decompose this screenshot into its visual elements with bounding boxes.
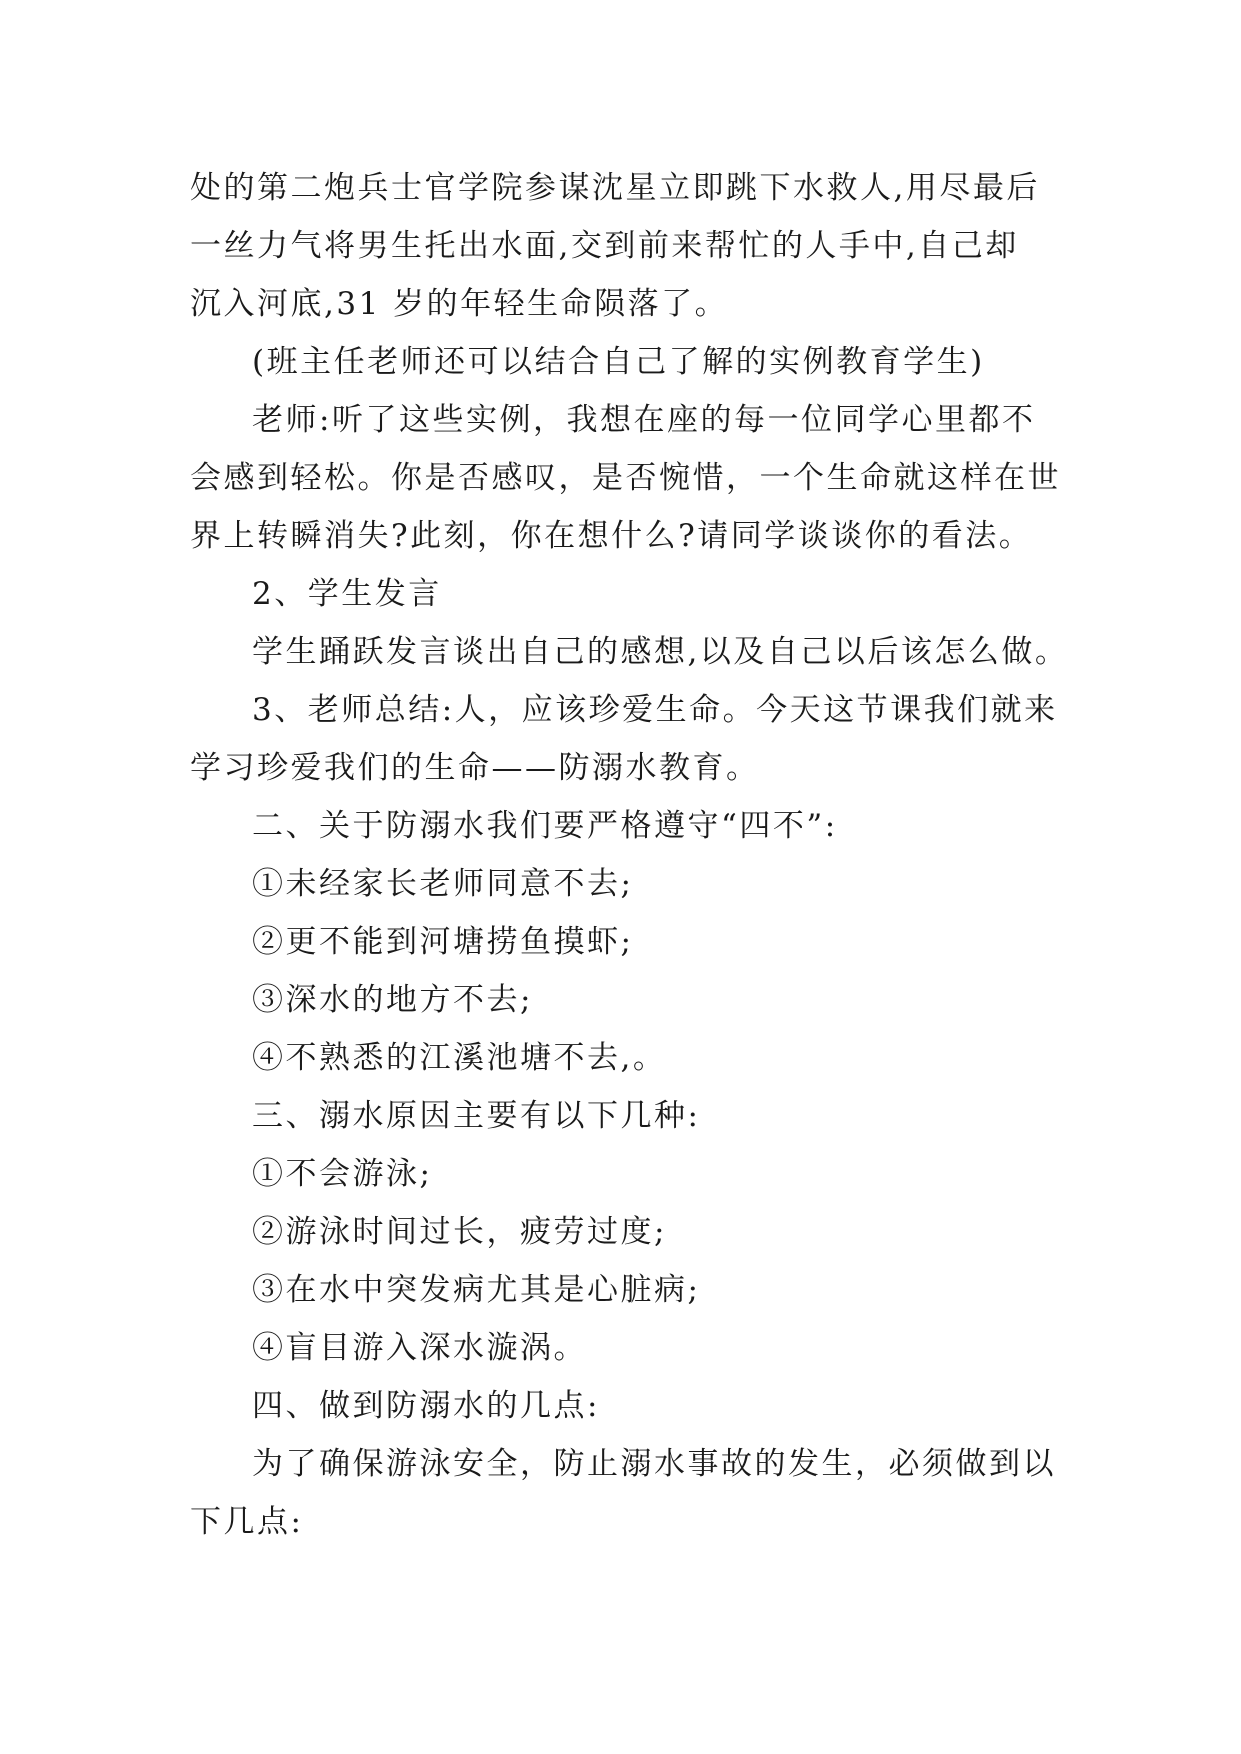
text-line: 为了确保游泳安全，防止溺水事故的发生，必须做到以: [252, 1446, 1056, 1482]
text-line: ①未经家长老师同意不去;: [252, 866, 634, 902]
text-line: 会感到轻松。你是否感叹，是否惋惜，一个生命就这样在世: [190, 460, 1061, 496]
text-line: ②更不能到河塘捞鱼摸虾;: [252, 924, 634, 960]
text-line: 学生踊跃发言谈出自己的感想,以及自己以后该怎么做。: [252, 634, 1069, 670]
text-line: 2、学生发言: [252, 576, 442, 612]
text-line: 下几点:: [190, 1504, 304, 1540]
text-line: ③深水的地方不去;: [252, 982, 533, 1018]
text-line: ①不会游泳;: [252, 1156, 433, 1192]
text-line: 三、溺水原因主要有以下几种:: [252, 1098, 701, 1134]
text-line: (班主任老师还可以结合自己了解的实例教育学生): [252, 344, 985, 380]
text-line: 学习珍爱我们的生命——防溺水教育。: [190, 750, 760, 786]
text-line: 二、关于防溺水我们要严格遵守“四不”:: [252, 808, 838, 844]
text-line: 四、做到防溺水的几点:: [252, 1388, 600, 1424]
text-line: 老师:听了这些实例，我想在座的每一位同学心里都不: [252, 402, 1036, 438]
text-line: ②游泳时间过长，疲劳过度;: [252, 1214, 667, 1250]
text-line: 3、老师总结:人，应该珍爱生命。今天这节课我们就来: [252, 692, 1058, 728]
text-line: ③在水中突发病尤其是心脏病;: [252, 1272, 701, 1308]
text-line: 沉入河底,31 岁的年轻生命陨落了。: [190, 286, 729, 322]
text-line: 一丝力气将男生托出水面,交到前来帮忙的人手中,自己却: [190, 228, 1019, 264]
text-line: 处的第二炮兵士官学院参谋沈星立即跳下水救人,用尽最后: [190, 170, 1040, 206]
text-line: 界上转瞬消失?此刻，你在想什么?请同学谈谈你的看法。: [190, 518, 1033, 554]
text-line: ④不熟悉的江溪池塘不去,。: [252, 1040, 667, 1076]
text-line: ④盲目游入深水漩涡。: [252, 1330, 587, 1366]
